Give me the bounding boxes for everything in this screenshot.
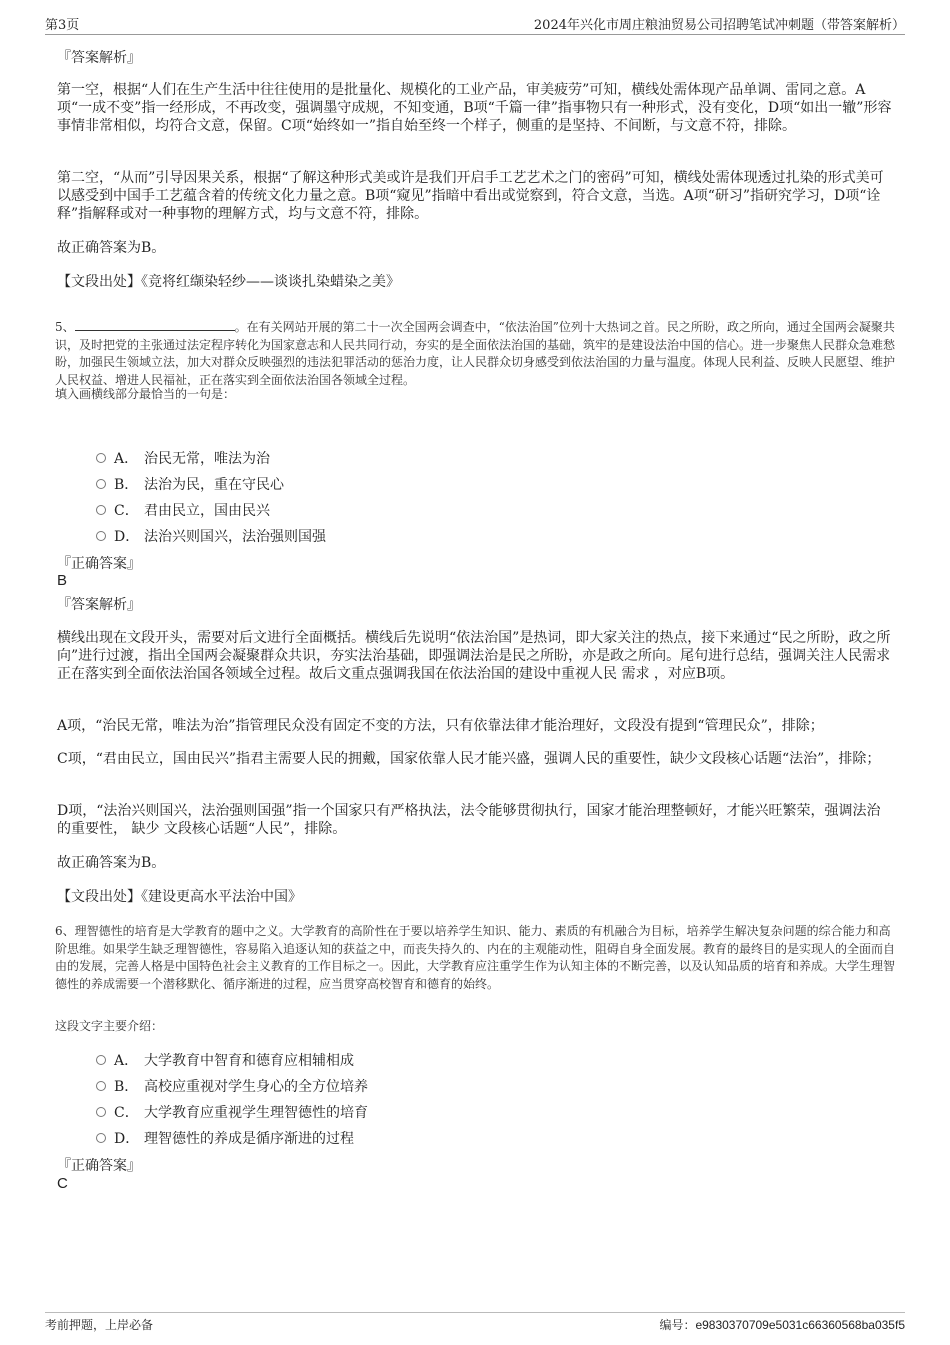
q5-text: 。在有关网站开展的第二十一次全国两会调查中，“依法治国”位列十大热词之首。民之所盼，政之所向，通过全国两会凝聚共识，及时把党的主张通过法定程序转化为国家意志和人民共同行动，夯实的是全面依法治国的基础，筑牢的是建设法治中国的信心。进一步聚焦人民群众急难愁盼，加强民生领域立法，加大对群众反映强烈的违法犯罪活动的惩治力度，让人民群众切身感受到依法治国的力量与温度。体现人民利益、反映人民愿望、维护人民权益、增进人民福祉，正在落实到全面依法治国各领域全过程。 — [55, 320, 896, 387]
q4-analysis-para1: 第一空，根据“人们在生产生活中往往使用的是批量化、规模化的工业产品，审美疲劳”可知，横线处需体现产品单调、雷同之意。A项“一成不变”指一经形成，不再改变，强调墨守成规，不知变通，B项“千篇一律”指事物只有一种形式，没有变化，D项“如出一辙”形容事情非常相似，均符合文意，保留。C项“始终如一”指自始至终一个样子，侧重的是坚持、不间断，与文意不符，排除。 — [57, 82, 892, 134]
q4-analysis-para2: 第二空，“从而”引导因果关系，根据“了解这种形式美或许是我们开启手工艺艺术之门的密码”可知，横线处需体现透过扎染的形式美可以感受到中国手工艺蕴含着的传统文化力量之意。B项“窥见”指暗中看出或觉察到，符合文意，当选。A项“研习”指研究学习，D项“诠释”指解释或对一种事物的理解方式，均与文意不符，排除。 — [57, 170, 884, 222]
q5-correct-label: 『正确答案』 — [57, 556, 141, 572]
radio-icon[interactable] — [96, 453, 106, 463]
radio-icon[interactable] — [96, 1107, 106, 1117]
q5-prompt: 填入画横线部分最恰当的一句是： — [55, 387, 236, 401]
footer-slogan: 考前押题，上岸必备 — [45, 1318, 154, 1332]
q6-correct-answer: C — [57, 1175, 68, 1192]
q5-analysis-4: D项，“法治兴则国兴，法治强则国强”指一个国家只有严格执法，法令能够贯彻执行，国家才能治理整顿好，才能兴旺繁荣，强调法治的重要性， 缺少 文段核心话题“人民”，排除。 — [57, 803, 881, 837]
q6-number: 6、 — [55, 924, 75, 938]
radio-icon[interactable] — [96, 1133, 106, 1143]
page-footer — [45, 1312, 905, 1332]
q5-blank — [75, 318, 235, 331]
q6-option-c[interactable]: C． 大学教育应重视学生理智德性的培育 — [96, 1102, 368, 1122]
q5-analysis-1: 横线出现在文段开头，需要对后文进行全面概括。横线后先说明“依法治国”是热词，即大家关注的热点，接下来通过“民之所盼，政之所向”进行过渡，指出全国两会凝聚群众共识，夯实法治基础，即强调法治是民之所盼，亦是政之所向。尾句进行总结，强调关注人民需求正在落实到全面依法治国各领域全过程。故后文重点强调我国在依法治国的建设中重视人民 需求 ，对应B项。 — [57, 630, 891, 682]
q6-option-d[interactable]: D． 理智德性的养成是循序渐进的过程 — [96, 1128, 354, 1148]
q4-conclusion: 故正确答案为B。 — [57, 240, 166, 256]
q5-number: 5、 — [55, 320, 75, 334]
radio-icon[interactable] — [96, 1081, 106, 1091]
q5-analysis-label: 『答案解析』 — [57, 597, 141, 613]
q5-option-c[interactable]: C． 君由民立，国由民兴 — [96, 500, 270, 520]
radio-icon[interactable] — [96, 479, 106, 489]
q6-stem — [55, 923, 895, 993]
q5-analysis-2: A项，“治民无常，唯法为治”指管理民众没有固定不变的方法，只有依靠法律才能治理好，文段没有提到“管理民众”，排除； — [57, 718, 824, 734]
q6-option-a[interactable]: A． 大学教育中智育和德育应相辅相成 — [96, 1050, 354, 1070]
q5-source: 【文段出处】《建设更高水平法治中国》 — [57, 889, 302, 905]
document-title: 2024年兴化市周庄粮油贸易公司招聘笔试冲刺题（带答案解析） — [533, 18, 905, 33]
q5-option-a[interactable]: A． 治民无常，唯法为治 — [96, 448, 270, 468]
radio-icon[interactable] — [96, 1055, 106, 1065]
q6-prompt: 这段文字主要介绍： — [55, 1019, 164, 1033]
q5-option-b[interactable]: B． 法治为民，重在守民心 — [96, 474, 284, 494]
page-header — [45, 14, 905, 35]
q5-correct-answer: B — [57, 572, 68, 589]
q4-analysis-label: 『答案解析』 — [57, 50, 141, 66]
q5-conclusion: 故正确答案为B。 — [57, 855, 166, 871]
q6-text: 理智德性的培育是大学教育的题中之义。大学教育的高阶性在于要以培养学生知识、能力、素质的有机融合为目标，培养学生解决复杂问题的综合能力和高阶思维。如果学生缺乏理智德性，容易陷入追逐认知的获益之中，而丧失持久的、内在的主观能动性，阻碍自身全面发展。教育的最终目的是实现人的全面而自由的发展，完善人格是中国特色社会主义教育的工作目标之一。因此，大学教育应注重学生作为认知主体的不断完善，以及认知品质的培育和养成。大学生理智德性的养成需要一个潜移默化、循序渐进的过程，应当贯穿高校智育和德育的始终。 — [55, 924, 896, 991]
page-number: 第3页 — [45, 18, 80, 33]
q5-stem — [55, 318, 895, 389]
footer-code: 编号：e9830370709e5031c66360568ba035f5 — [659, 1318, 905, 1332]
radio-icon[interactable] — [96, 531, 106, 541]
q6-option-b[interactable]: B． 高校应重视对学生身心的全方位培养 — [96, 1076, 368, 1096]
q5-analysis-3: C项，“君由民立，国由民兴”指君主需要人民的拥戴，国家依靠人民才能兴盛，强调人民的重要性，缺少文段核心话题“法治”，排除； — [57, 751, 881, 767]
radio-icon[interactable] — [96, 505, 106, 515]
q5-option-d[interactable]: D． 法治兴则国兴，法治强则国强 — [96, 526, 326, 546]
q6-correct-label: 『正确答案』 — [57, 1158, 141, 1174]
q4-source: 【文段出处】《竞将红缬染轻纱——谈谈扎染蜡染之美》 — [57, 274, 400, 290]
